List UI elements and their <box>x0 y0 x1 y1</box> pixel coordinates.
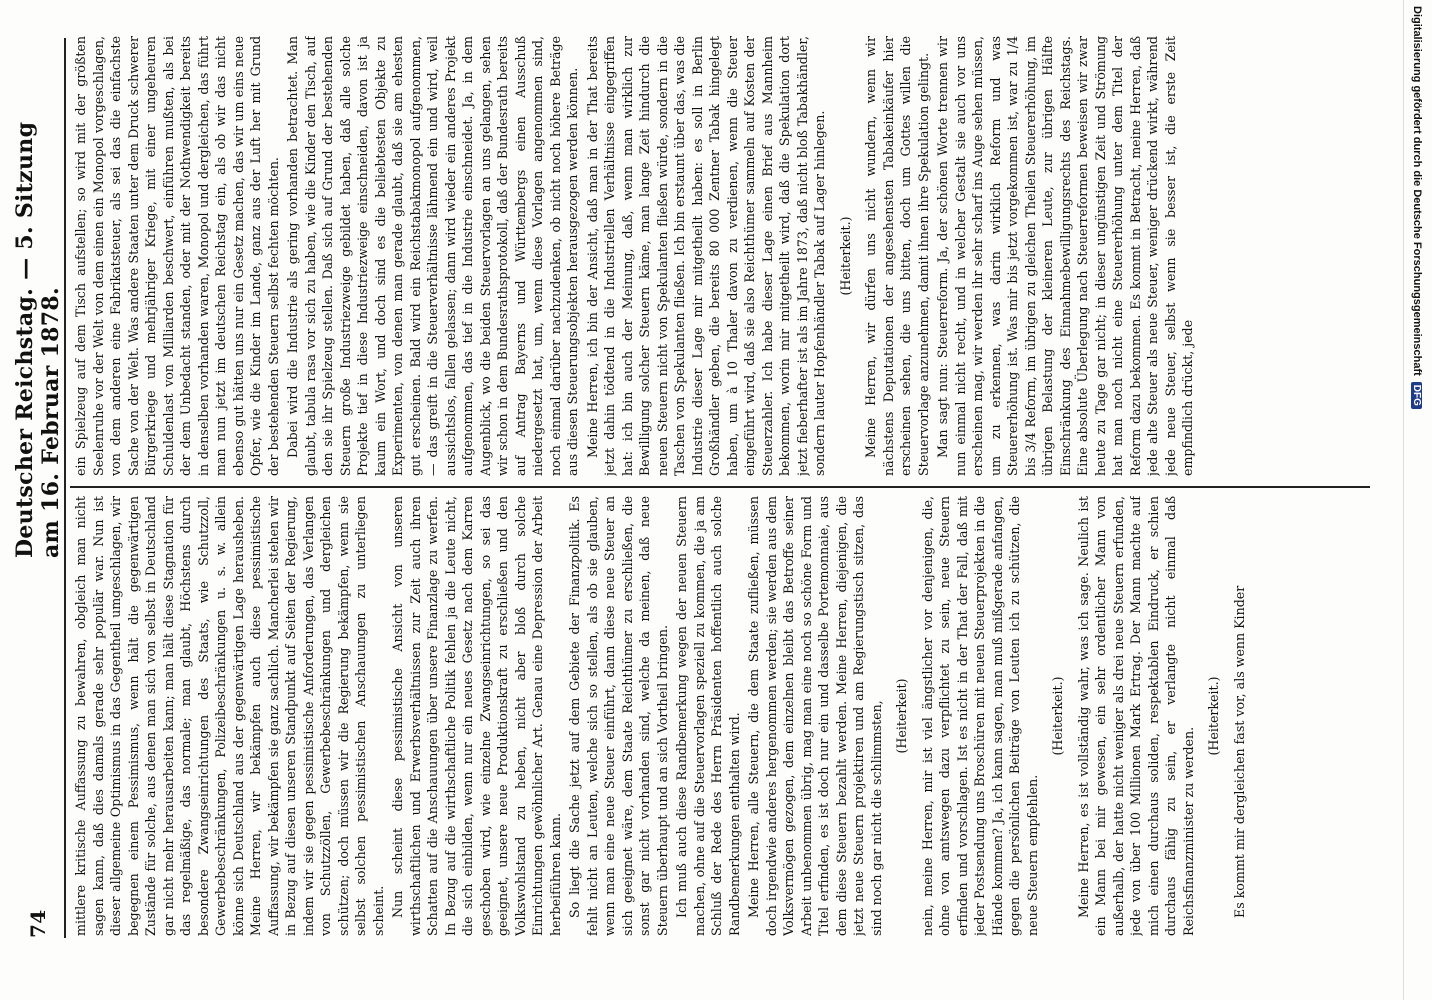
left-column <box>72 496 1352 936</box>
paragraph: Dabei wird die Industrie als gering vorhanden betrachtet. Man glaubt, tabula rasa vor sich zu haben, wie die Kinder den Tisch, auf den sie ihr Spielzeug stellen. Daß sich auf Grund der bestehenden Steuern große Industriezweige gebildet haben, daß alle solche Projekte tief in diese Industriezweige einschneiden, davon ist ja kaum ein Wort, und doch sind es die beliebtesten Objekte zu Experimenten, von denen man gerade glaubt, daß sie am ehesten gut erscheinen. Bald wird ein Reichstabakmonopol aufgenommen, — das greift in die Steuerverhältnisse lähmend ein und wird, weil aussichtslos, fallen gelassen; dann wird wieder ein anderes Projekt aufgenommen, das tief in die Industrie einschneidet. Ja, in dem Augenblick, wo die beiden Steuervorlagen an uns gelangen, sehen wir schon in dem Bundesrathsprotokoll, daß der Bundesrath bereits auf Antrag Bayerns und Württembergs einen Ausschuß niedergesetzt hat, um, wenn diese Vorlagen angenommen sind, noch einmal darüber nachzudenken, ob nicht noch höhere Beträge aus diesen Steuerungsobjekten herausgezogen werden können. <box>285 36 580 476</box>
column-divider <box>70 486 1370 488</box>
digitization-stamp <box>1402 0 1432 1000</box>
paragraph: Meine Herren, alle Steuern, die dem Staate zufließen, müssen doch irgendwie anderes hergenommen werden; sie werden aus dem Volksvermögen gezogen, dem einzelnen bleibt das Betroffe seiner Arbeit unbenommen übrig, mag man eine noch so schöne Form und Titel erfinden, es ist doch nur ein und dasselbe Portemonnaie, aus dem diese Steuern bezahlt werden. Meine Herren, diejenigen, die jetzt neue Steuern projektiren und am Regierungstisch sitzen, das sind noch gar nicht die schlimmsten, <box>746 496 884 936</box>
paragraph: ein Spielzeug auf dem Tisch aufstellen; so wird mit der größten Seelenruhe vor der Welt von dem einen ein Monopol vorgeschlagen, von dem anderen eine Fabrikatsteuer, als sei das die einfachste Sache von der Welt. Was andere Staaten unter dem Druck schwerer Bürgerkriege und mehrjähriger Kriege, mit einer ungeheuren Schuldenlast von Milliarden beschwert, einführen mußten, als bei der dem Unbedacht standen, oder mit der Nothwendigkeit bereits in denselben vorhanden waren, Monopol und dergleichen, das führt man nun jetzt im deutschen Reichstag ein, als ob wir das nicht ebenso gut hätten uns nur ein Gesetz machen, das wir um eins neue Opfer, wie die Kinder im Lande, ganz aus der Luft her mit Grund der bestehenden Steuern selbst fechten möchten. <box>73 36 281 476</box>
paragraph: Meine Herren, ich bin der Ansicht, daß man in der That bereits jetzt dahin tödtend in die Industriellen Verhältnisse eingegriffen hat: ich bin auch der Meinung, daß, wenn man wirklich zur Bewilligung solcher Steuern käme, man lange Zeit hindurch die neuen Steuern nicht von Spekulanten fließen würde, sondern in die Taschen von Spekulanten fließen. Ich bin erstaunt über das, was die Industrie dieser Lage mir mitgetheilt haben: es soll in Berlin Großhändler geben, die bereits 80 000 Zentner Tabak hingelegt haben, um à 10 Thaler davon zu verdienen, wenn die Steuer eingeführt wird, daß sie also Reichthümer sammeln auf Kosten der Steuerzahler. Ich habe dieser Lage einen Brief aus Mannheim bekommen, worin mir mitgetheilt wird, daß die Spekulation dort jetzt fieberhafter ist als im Jahre 1873, daß nicht bloß Tabakhändler, sondern lauter Hopfenhändler Tabak auf Lager hinlegen. <box>584 36 827 476</box>
page-number: 74 <box>26 909 50 938</box>
paragraph: Man sagt nun: Steuerreform. Ja, der schönen Worte trennen wir nun einmal nicht recht, und in welcher Gestalt sie auch vor uns erscheinen mag, wir werden ihr sehr scharf ins Auge sehen müssen, um zu erkennen, was darin wirklich Reform und was Steuererhöhung ist. Was mir bis jetzt vorgekommen ist, war zu 1/4 bis 3/4 Reform, im übrigen zu gleichen Theilen Steuererhöhung, im übrigen Belastung der kleineren Leute, zur übrigen Hälfte Einschränkung des Einnahmebewilligungsrechts des Reichstags. Eine absolute Überlegung nach Steuerreformen beweisen wir zwar heute zu Tage gar nicht; in dieser ungünstigen Zeit und Strömung hat man noch nicht eine Steuererhöhung unter dem Titel der Reform dazu bekommen. Es kommt in Betracht, meine Herren, daß jede alte Steuer als neue Steuer, weniger drückend wirkt, während jede neue Steuer, selbst wenn sie besser ist, die erste Zeit empfindlich drückt, jede <box>935 36 1195 476</box>
dfg-logo: DFG <box>1412 382 1423 409</box>
paragraph: So liegt die Sache jetzt auf dem Gebiete der Finanzpolitik. Es fehlt nicht an Leuten, welche sich so stellen, als ob sie glauben, wenn man eine neue Steuer einführt, dann diese neue Steuer an sich geeignet wäre, dem Staate Reichthümer zu erschließen, die sonst gar nicht vorhanden sind, welche da meinen, daß neue Steuern überhaupt und an sich Vortheil bringen. <box>567 496 670 936</box>
interjection: (Heiterkeit) <box>894 678 909 754</box>
header-rule <box>64 38 66 938</box>
interjection: (Heiterkeit.) <box>1206 676 1221 756</box>
running-title: Deutscher Reichstag. — 5. Sitzung am 16. Februar 1878. <box>12 121 64 558</box>
paragraph: Es kommt mir dergleichen fast vor, als wenn Kinder <box>1231 585 1247 918</box>
page-header <box>12 38 64 938</box>
paragraph: Meine Herren, wir dürfen uns nicht wundern, wenn wir nächstens Deputationen der angesehensten Tabakeinkäufer hier erscheinen sehen, die uns bitten, doch um Gottes willen die Steuervorlage anzunehmen, damit ihnen ihre Spekulation gelingt. <box>863 36 931 476</box>
paragraph: Meine Herren, es ist vollständig wahr, was ich sage. Neulich ist ein Mann bei mir gewesen, ein sehr ordentlicher Mann von außerhalb, der hatte nicht weniger als drei neue Steuern erfunden, jede von über 100 Millionen Mark Ertrag. Der Mann machte auf mich einen durchaus soliden, respektablen Eindruck, er schien durchaus fähig zu sein, er verlangte nicht einmal daß Reichsfinanzminister zu werden. <box>1075 496 1196 936</box>
interjection: (Heiterkeit.) <box>1050 676 1065 756</box>
right-column <box>72 36 1352 476</box>
paragraph: mittlere kritische Auffassung zu bewahren, obgleich man nicht sagen kann, daß dies damals gerade sehr populär war. Nun ist dieser allgemeine Optimismus in das Gegentheil umgeschlagen, wir begegnen einem Pessimismus, wenn hält die gegenwärtigen Zustände für solche, aus denen man sich von selbst in Deutschland gar nicht mehr herausarbeiten kann; man hält diese Stagnation für das regelmäßige, das normale; man glaubt, Höchstens durch besondere Zwangseinrichtungen des Staats, wie Schutzzoll, Gewerbebeschränkungen, Polizeibeschränkungen u. s. w. allein könne sich Deutschland aus der gegenwärtigen Lage herausheben. Meine Herren, wir bekämpfen auch diese pessimistische Auffassung, wir bekämpfen sie ganz sachlich. Mancherlei stehen wir in Bezug auf diesen unseren Standpunkt auf Seiten der Regierung, indem wir sie gegen pessimistische Anforderungen, das Verlangen von Schutzzöllen, Gewerbebeschränkungen und dergleichen schützen; doch müssen wir die Regierung bekämpfen, wenn sie selbst solchen pessimistischen Anschauungen zu unterliegen scheint. <box>73 496 386 936</box>
paragraph: Nun scheint diese pessimistische Ansicht von unseren wirthschaftlichen und Erwerbsverhältnissen zur Zeit auch ihren Schatten auf die Anschauungen über unsere Finanzlage zu werfen. In Bezug auf die wirthschaftliche Politik fehlen ja die Leute nicht, die sich einbilden, wenn nur ein neues Gesetz nach dem Karren geschoben wird, wie einzelne Zwangseinrichtungen, so sei das geeignet, unsere neue Produktionskraft zu erschließen und den Volkswohlstand zu heben, nicht aber bloß durch solche Einrichtungen gewöhnlicher Art. Genau eine Depression der Arbeit herbeiführen kann. <box>390 496 563 936</box>
paragraph: nein, meine Herren, mir ist viel ängstlicher vor denjenigen, die, ohne von amtswegen dazu verpflichtet zu sein, neue Steuern erfinden und vorschlagen. Ist es nicht in der That der Fall, daß mit jeder Postsendung uns Broschüren mit neuen Steuerprojekten in die Hände kommen? Ja, ich kann sagen, man muß mißgerade anfangen, gegen die persönlichen Beiträge von Leuten ich zu schützen, die neue Steuern empfehlen. <box>919 496 1040 936</box>
stamp-text: Digitalisierung gefördert durch die Deutsche Forschungsgemeinschaft <box>1411 6 1423 376</box>
paragraph: Ich muß auch diese Randbemerkung wegen der neuen Steuern machen, ohne auf die Steuervorlagen speziell zu kommen, die ja am Schluß der Rede des Herrn Präsidenten hoffentlich auch solche Randbemerkungen enthalten wird. <box>674 496 742 936</box>
interjection: (Heiterkeit.) <box>837 216 853 296</box>
